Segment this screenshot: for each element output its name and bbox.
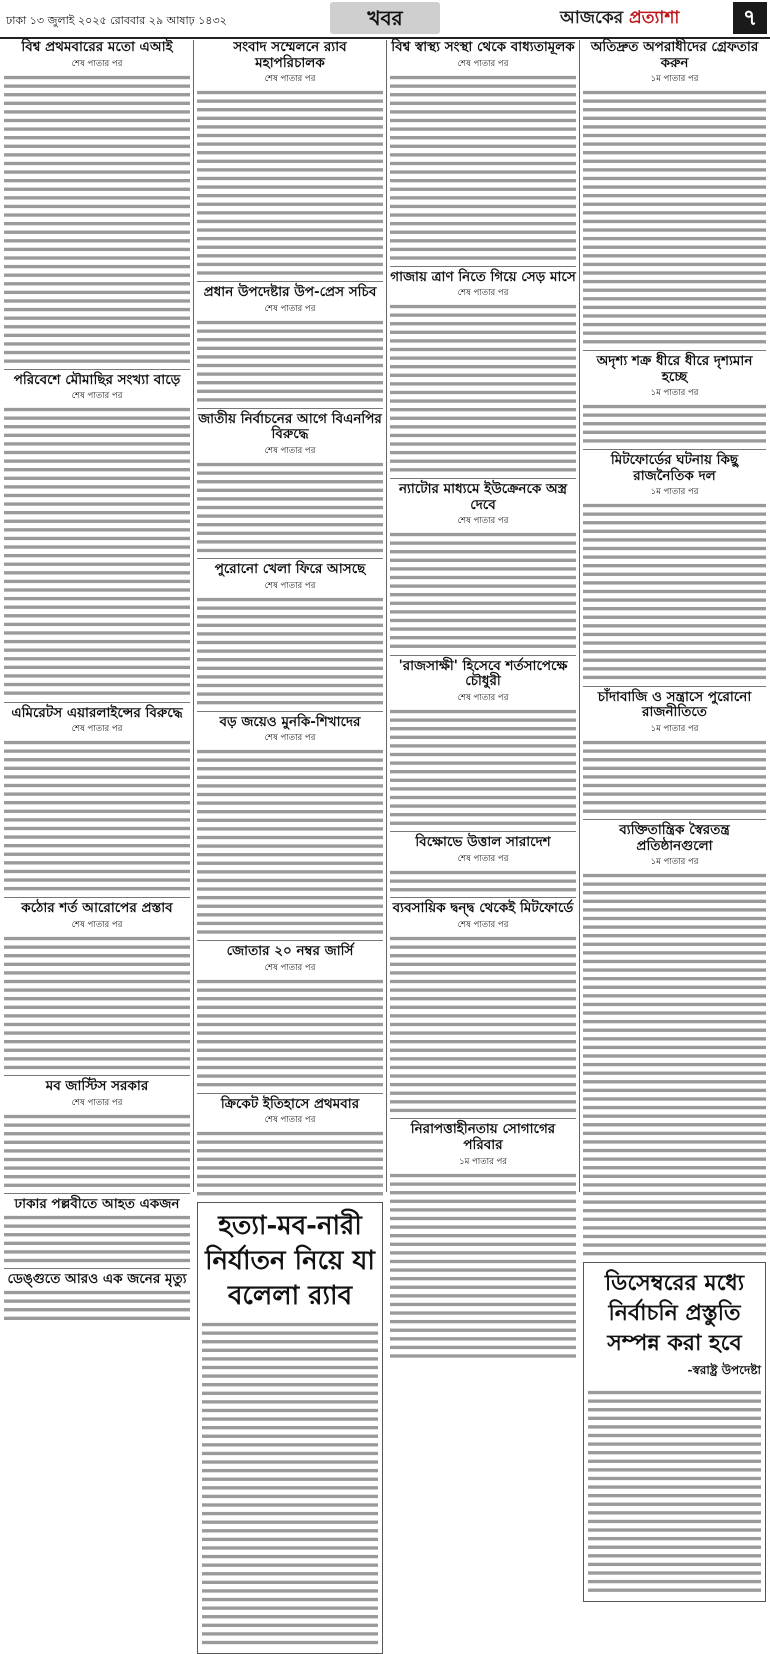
article-headline: ব্যবসায়িক দ্বন্দ্ব থেকেই মিটফোর্ডে [392,900,574,917]
article-separator [390,831,576,832]
article-body-text [4,405,190,697]
article-body-text [4,1288,190,1322]
article-separator [583,350,766,351]
article-body-text [197,747,383,936]
article-body-text [4,73,190,365]
continued-from: শেষ পাতার পর [264,580,316,591]
article-headline: অতিদ্রুত অপরাধীদের গ্রেফতার করুন [590,39,759,71]
article [583,690,766,815]
article [197,40,383,277]
article-body-text [390,707,576,827]
brand-prefix: আজকের [560,8,624,28]
feature-election-body [588,1388,761,1594]
article [4,901,190,1071]
article-separator [197,940,383,941]
article-body-text [390,302,576,474]
article-body-text [4,934,190,1072]
article-headline: জোতার ২০ নম্বর জার্সি [226,943,354,960]
article [390,482,576,650]
feature-rab-body [202,1320,378,1647]
continued-from: ১ম পাতার পর [650,857,699,868]
article-body-text [197,595,383,707]
article [390,659,576,827]
article-body-text [390,73,576,262]
article [197,1097,383,1198]
feature-election-article [583,1262,766,1601]
column-2-top [197,40,383,1198]
continued-from: ১ম পাতার পর [459,1156,507,1167]
article [390,270,576,475]
article-body-text [583,402,766,445]
column-3 [390,40,576,1192]
article [4,1272,190,1322]
column-4-top [583,40,766,1258]
section-label: খবর [330,2,440,34]
article-separator [197,1093,383,1094]
column-divider [193,40,194,1192]
article-body-text [583,738,766,815]
article-separator [197,281,383,282]
article-headline: গাজায় ত্রাণ নিতে গিয়ে সেড় মাসে [390,268,576,285]
continued-from: শেষ পাতার পর [457,853,509,864]
article-separator [4,1193,190,1194]
column-4 [583,39,766,1378]
article [390,40,576,262]
article [390,835,576,893]
article-body-text [583,871,766,1258]
article-headline: পুরোনো খেলা ফিরে আসছে [214,561,366,578]
article-separator [4,1268,190,1269]
article-separator [4,702,190,703]
article-headline: এমিরেটস এয়ারলাইন্সের বিরুদ্ধে [11,704,183,721]
feature-election-headline: ডিসেম্বরের মধ্যে নির্বাচনি প্রস্তুতি সম্পন্ন করা হবে [604,1270,745,1356]
article [197,944,383,1088]
article [4,373,190,698]
continued-from: শেষ পাতার পর [71,391,123,402]
continued-from: ১ম পাতার পর [650,487,699,498]
article-headline: নিরাপত্তাহীনতায় সোগাগের পরিবার [410,1121,556,1153]
continued-from: শেষ পাতার পর [264,445,316,456]
article-headline: জাতীয় নির্বাচনের আগে বিএনপির বিরুদ্ধে [198,410,382,443]
continued-from: শেষ পাতার পর [264,733,316,744]
article-separator [4,1075,190,1076]
article-separator [583,819,766,820]
continued-from: ১ম পাতার পর [650,388,699,399]
article-separator [197,408,383,409]
article-headline: ব্যক্তিতান্ত্রিক স্বৈরতন্ত্র প্রতিষ্ঠানগুলো [619,822,730,854]
article-body-text [4,1112,190,1189]
article-body-text [197,977,383,1089]
continued-from: শেষ পাতার পর [264,962,316,973]
article-headline: অদৃশ্য শক্র ধীরে ধীরে দৃশ্যমান হচ্ছে [596,353,753,385]
article [390,1122,576,1359]
article [583,823,766,1258]
article-body-text [390,934,576,1115]
article [583,40,766,346]
article [583,453,766,682]
continued-from: ১ম পাতার পর [650,723,699,734]
article [4,1079,190,1189]
article [197,412,383,555]
article-separator [197,558,383,559]
article-body-text [197,88,383,277]
continued-from: শেষ পাতার পর [457,919,509,930]
article [4,706,190,893]
continued-from: শেষ পাতার পর [264,74,316,85]
article [4,40,190,365]
continued-from: শেষ পাতার পর [264,1115,316,1126]
column-divider [579,40,580,1192]
article-headline: মব জাস্টিস সরকার [45,1078,149,1095]
continued-from: শেষ পাতার পর [264,303,316,314]
article-headline: মিটফোর্ডের ঘটনায় কিছু রাজনৈতিক দল [610,452,739,484]
continued-from: শেষ পাতার পর [71,724,123,735]
continued-from: শেষ পাতার পর [457,692,509,703]
article-body-text [583,88,766,346]
article-headline: প্রধান উপদেষ্টার উপ-প্রেস সচিব [203,284,377,301]
article [197,562,383,706]
article [197,285,383,404]
continued-from: শেষ পাতার পর [71,58,123,69]
brand-logo [560,5,679,33]
article [583,354,766,445]
article-headline: 'রাজসাক্ষী' হিসেবে শর্তসাপেক্ষে চৌধুরী [398,657,568,690]
article-body-text [4,738,190,893]
article-body-text [197,1129,383,1198]
brand-name: প্রত্যাশা [629,8,680,28]
article-body-text [390,530,576,650]
continued-from: শেষ পাতার পর [457,516,509,527]
column-1 [4,39,190,1288]
article-headline: সংবাদ সম্মেলনে র‌্যাব মহাপরিচালক [233,39,347,71]
page-number: ৭ [733,2,767,34]
continued-from: শেষ পাতার পর [71,919,123,930]
article-separator [4,369,190,370]
article-body-text [390,1171,576,1360]
article-body-text [583,501,766,682]
feature-rab-headline: হত্যা-মব-নারী নির্যাতন নিয়ে যা বলেলা র‌্যাব [205,1211,375,1312]
article-headline: ক্রিকেট ইতিহাসে প্রথমবার [220,1095,360,1112]
column-divider [386,40,387,1192]
article-headline: বড় জয়েও মুনকি-শিখাদের [219,713,361,730]
article-headline: বিক্ষোভে উত্তাল সারাদেশ [415,834,551,851]
feature-election-byline: -স্বরাষ্ট্র উপদেষ্টা [687,1363,761,1378]
article-headline: বিশ্ব প্রথমবারের মতো এআই [21,39,173,55]
dateline: ঢাকা ১৩ জুলাই ২০২৫ রোববার ২৯ আষাঢ় ১৪৩২ [6,14,227,27]
article-headline: ন্যাটোর মাধ্যমে ইউক্রেনকে অস্ত্র দেবে [398,481,568,513]
article-headline: ঢাকার পল্লবীতে আহত একজন [14,1196,180,1213]
article [390,901,576,1114]
article-separator [390,478,576,479]
article-separator [583,449,766,450]
article-body-text [197,318,383,404]
article-body-text [197,460,383,555]
article-separator [583,686,766,687]
article-headline: পরিবেশে মৌমাছির সংখ্যা বাড়ে [13,371,181,388]
article-headline: চাঁদাবাজি ও সন্ত্রাসে পুরোনো রাজনীতিতে [597,688,752,721]
article-separator [390,1118,576,1119]
article-separator [4,897,190,898]
continued-from: ১ম পাতার পর [650,74,699,85]
article-separator [197,711,383,712]
article-separator [390,655,576,656]
continued-from: শেষ পাতার পর [457,58,509,69]
page-header [0,0,770,38]
article-separator [390,897,576,898]
article-body-text [4,1213,190,1265]
article-headline: ডেঙ্গুতে আরও এক জনের মৃত্যু [7,1271,187,1288]
feature-rab-article [197,1202,383,1654]
article [4,1197,190,1264]
article-headline: বিশ্ব স্বাস্থ্য সংস্থা থেকে বাধ্যতামূলক [391,39,575,55]
article-body-text [390,868,576,894]
article [197,715,383,937]
article-separator [390,266,576,267]
continued-from: শেষ পাতার পর [71,1097,123,1108]
continued-from: শেষ পাতার পর [457,288,509,299]
article-headline: কঠোর শর্ত আরোপের প্রস্তাব [21,900,173,917]
column-2 [197,39,383,1312]
